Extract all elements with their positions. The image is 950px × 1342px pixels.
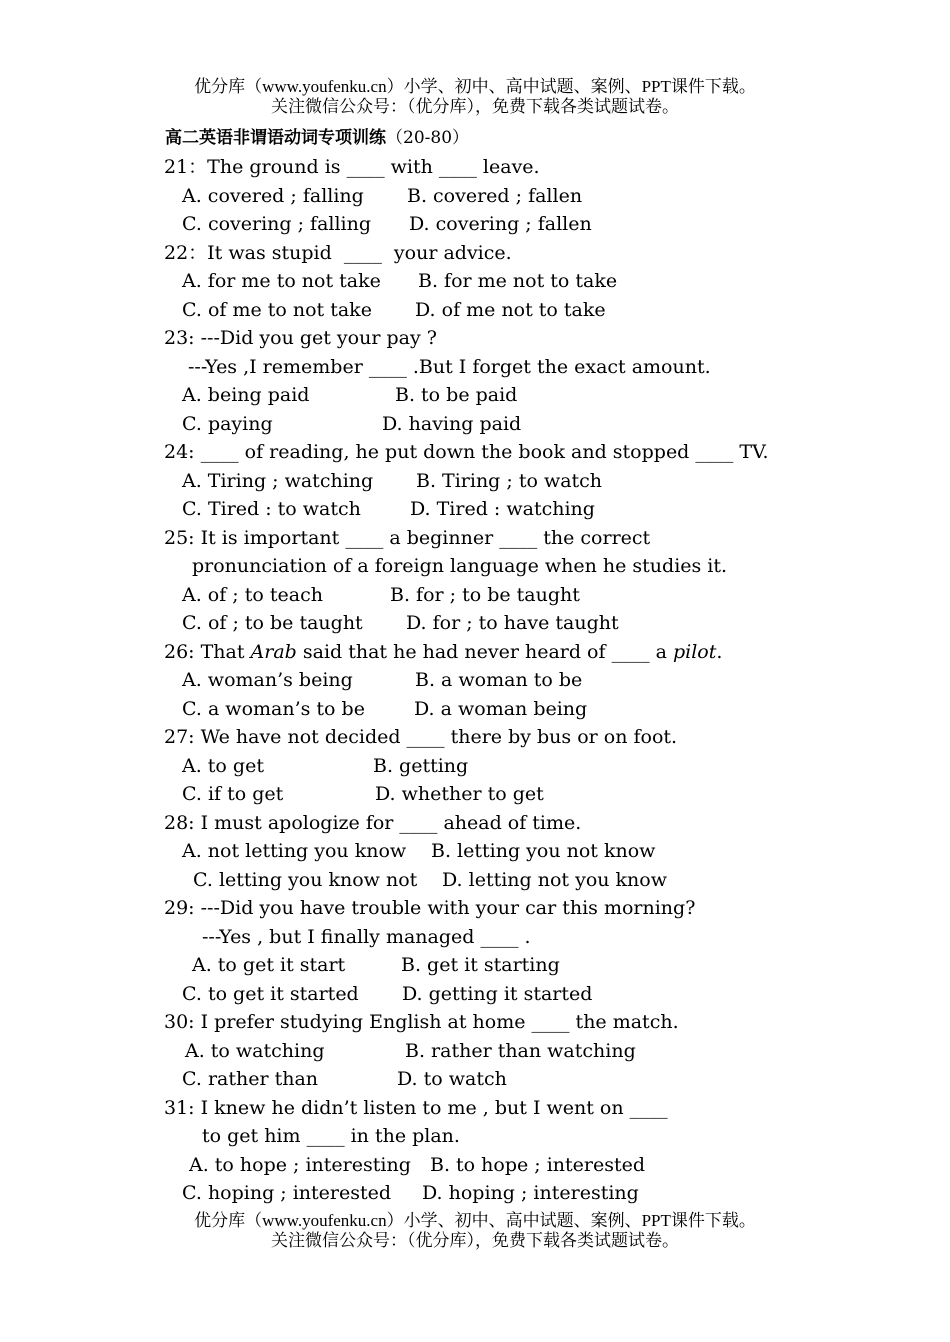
question-31-options-row-1 (164, 1151, 769, 1180)
footer-line-2: 关注微信公众号：（优分库），免费下载各类试题试卷。 (271, 1231, 679, 1250)
question-21-option-c: C. covering ; falling (182, 213, 372, 235)
question-27-option-a: A. to get (182, 754, 264, 777)
question-23-stem: 23: ---Did you get your pay ? (164, 327, 437, 349)
question-26-stem (164, 638, 769, 667)
question-27-stem: 27: We have not decided ____ there by bus or on foot. (164, 726, 678, 748)
question-21-option-b: B. covered ; fallen (407, 184, 583, 207)
question-27-option-c: C. if to get (182, 783, 284, 805)
question-28-options-row-1 (164, 837, 769, 866)
question-25-options-row-2 (164, 609, 769, 638)
question-30-option-c: C. rather than (182, 1068, 319, 1090)
question-22-options-row-2 (164, 296, 769, 325)
question-22-stem: 22：It was stupid ____ your advice. (164, 241, 512, 264)
question-26-options-row-2 (164, 695, 769, 724)
title-range: （20-80） (386, 128, 470, 148)
header-line-2: 关注微信公众号：（优分库），免费下载各类试题试卷。 (271, 97, 679, 116)
question-23-option-b: B. to be paid (395, 384, 518, 406)
question-24-option-b: B. Tiring ; to watch (416, 469, 603, 492)
question-22-options-row-1 (164, 267, 769, 296)
question-26-option-b: B. a woman to be (415, 669, 583, 691)
question-24-options-row-1 (164, 467, 769, 496)
question-29-option-c: C. to get it started (182, 982, 359, 1005)
question-28-option-b: B. letting you not know (431, 840, 656, 862)
question-21-stem: 21：The ground is ____ with ____ leave. (164, 156, 540, 178)
question-26-stem-end: . (716, 640, 723, 663)
question-27-option-b: B. getting (373, 754, 469, 777)
question-31-stem-line-2: to get him ____ in the plan. (202, 1125, 460, 1147)
question-31-option-d: D. hoping ; interesting (422, 1182, 639, 1204)
page-footer (0, 1211, 950, 1251)
question-23-option-c: C. paying (182, 412, 273, 435)
question-30-options-row-2 (164, 1065, 769, 1094)
question-25-option-d: D. for ; to have taught (406, 612, 619, 634)
question-26-word-arab: Arab (250, 640, 297, 663)
question-22-option-d: D. of me not to take (415, 298, 606, 321)
question-31-option-a: A. to hope ; interesting (189, 1153, 411, 1176)
question-30-option-a: A. to watching (185, 1039, 325, 1062)
question-21-options-row-1 (164, 182, 769, 211)
question-29-option-d: D. getting it started (402, 982, 593, 1005)
question-28-option-d: D. letting not you know (442, 868, 667, 891)
question-28-option-a: A. not letting you know (182, 840, 407, 862)
question-30-option-d: D. to watch (397, 1068, 507, 1090)
question-28-stem: 28: I must apologize for ____ ahead of time. (164, 811, 582, 834)
question-24-option-d: D. Tired : watching (410, 498, 595, 520)
question-29-options-row-2 (164, 980, 769, 1009)
question-23-options-row-2 (164, 410, 769, 439)
question-21-option-a: A. covered ; falling (182, 184, 364, 207)
page-header (0, 77, 950, 117)
question-23-options-row-1 (164, 381, 769, 410)
title-text: 高二英语非谓语动词专项训练 (165, 128, 386, 148)
question-21-options-row-2 (164, 210, 769, 239)
question-31-stem: 31: I knew he didn’t listen to me , but I went on ____ (164, 1096, 668, 1119)
question-30-option-b: B. rather than watching (405, 1039, 636, 1062)
question-24-option-a: A. Tiring ; watching (182, 469, 374, 492)
question-26-option-d: D. a woman being (414, 697, 588, 720)
question-25-option-b: B. for ; to be taught (390, 583, 580, 606)
question-22-option-c: C. of me to not take (182, 298, 372, 321)
question-29-option-b: B. get it starting (401, 954, 560, 976)
question-26-stem-middle: said that he had never heard of ____ a (296, 640, 673, 663)
question-22-option-b: B. for me not to take (418, 270, 618, 292)
question-26-option-c: C. a woman’s to be (182, 697, 365, 720)
document-title (165, 126, 469, 150)
question-22-option-a: A. for me to not take (182, 270, 381, 292)
question-29-stem-line-2: ---Yes , but I finally managed ____ . (202, 925, 531, 948)
question-27-option-d: D. whether to get (375, 783, 544, 805)
question-24-option-c: C. Tired : to watch (182, 498, 361, 520)
question-29-options-row-1 (164, 951, 769, 980)
question-31-option-b: B. to hope ; interested (430, 1153, 646, 1176)
header-line-1: 优分库（www.youfenku.cn）小学、初中、高中试题、案例、PPT课件下载。 (194, 77, 756, 96)
question-29-stem: 29: ---Did you have trouble with your car this morning? (164, 897, 696, 919)
question-29-option-a: A. to get it start (192, 954, 346, 976)
question-26-word-pilot: pilot (672, 640, 717, 663)
question-24-options-row-2 (164, 495, 769, 524)
footer-line-1: 优分库（www.youfenku.cn）小学、初中、高中试题、案例、PPT课件下载。 (194, 1211, 756, 1230)
question-24-stem: 24: ____ of reading, he put down the book and stopped ____ TV. (164, 441, 769, 463)
question-31-options-row-2 (164, 1179, 769, 1208)
question-23-stem-line-2: ---Yes ,I remember ____ .But I forget the exact amount. (188, 355, 711, 378)
question-25-options-row-1 (164, 581, 769, 610)
question-25-stem: 25: It is important ____ a beginner ____ the correct (164, 526, 651, 549)
question-30-stem: 30: I prefer studying English at home ____ the match. (164, 1011, 679, 1033)
question-25-option-a: A. of ; to teach (182, 583, 323, 606)
question-25-stem-line-2: pronunciation of a foreign language when he studies it. (192, 555, 728, 577)
question-21-option-d: D. covering ; fallen (409, 213, 592, 235)
question-28-option-c: C. letting you know not (193, 868, 418, 891)
question-list (164, 153, 769, 1208)
question-30-options-row-1 (164, 1037, 769, 1066)
question-26-stem-start: 26: That (164, 640, 251, 663)
question-23-option-d: D. having paid (382, 412, 522, 435)
question-27-options-row-1 (164, 752, 769, 781)
question-27-options-row-2 (164, 780, 769, 809)
question-26-options-row-1 (164, 666, 769, 695)
question-26-option-a: A. woman’s being (182, 669, 353, 691)
question-23-option-a: A. being paid (182, 384, 310, 406)
question-25-option-c: C. of ; to be taught (182, 612, 363, 634)
question-28-options-row-2 (164, 866, 769, 895)
question-31-option-c: C. hoping ; interested (182, 1182, 392, 1204)
